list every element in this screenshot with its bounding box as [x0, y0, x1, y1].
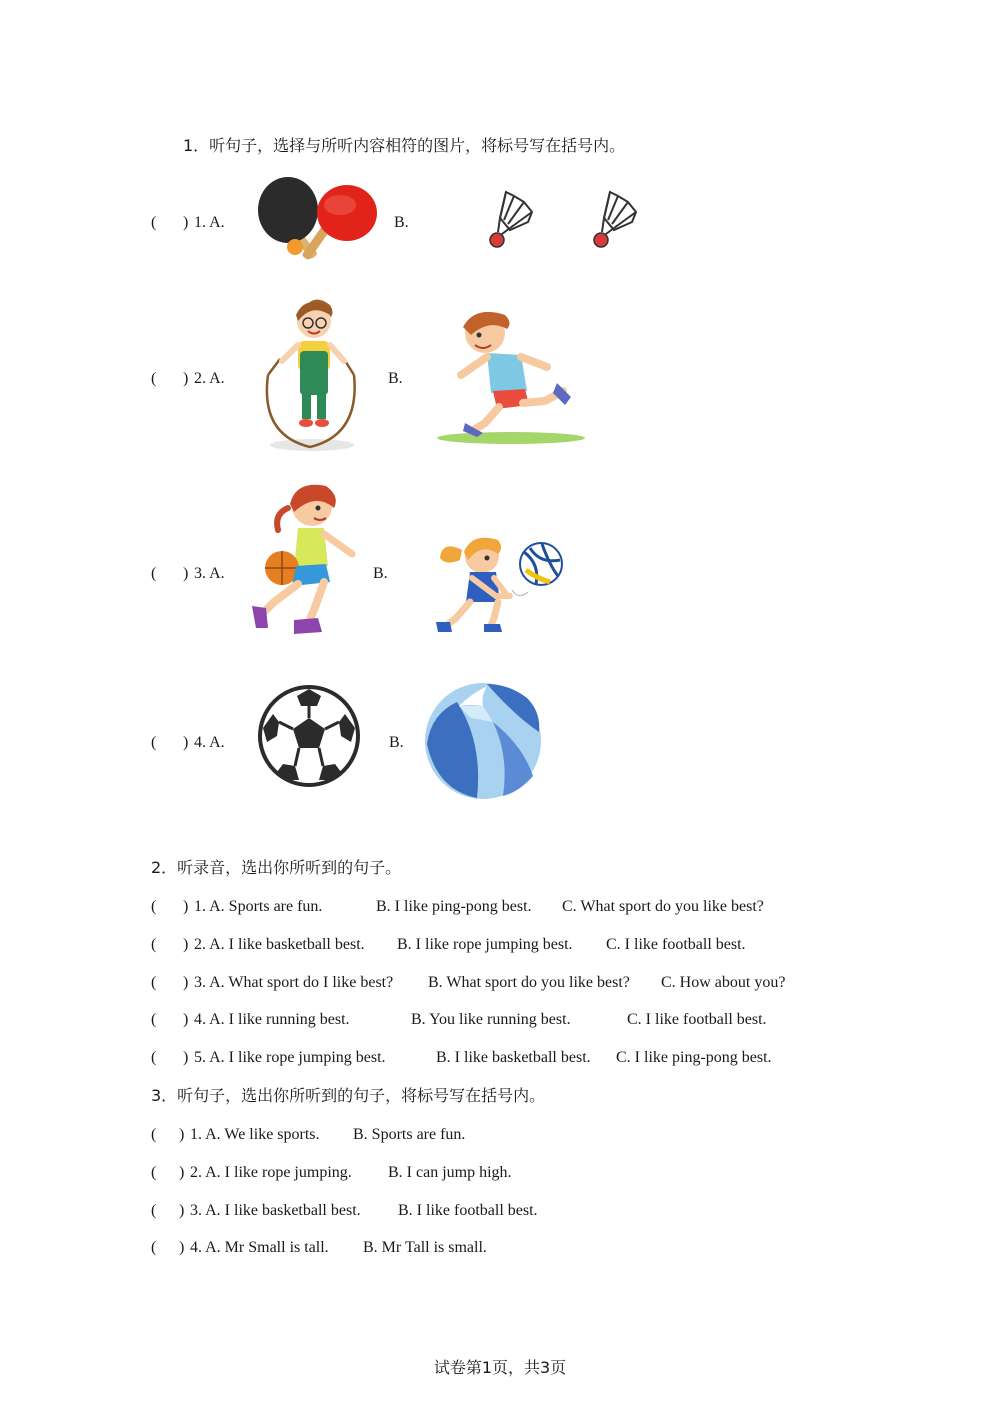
section2-heading: 2．听录音，选出你所听到的句子。 — [151, 858, 402, 877]
option-b: B. You like running best. — [411, 1011, 571, 1028]
rope-jumping-boy-icon — [250, 285, 375, 455]
option-a: 3. A. What sport do I like best? — [194, 974, 394, 991]
ping-pong-paddles-icon — [255, 175, 380, 267]
answer-paren-close: ) — [183, 974, 189, 991]
option-a: 4. A. Mr Small is tall. — [190, 1239, 329, 1256]
option-b: B. I like rope jumping best. — [397, 936, 573, 953]
option-b: B. I like ping-pong best. — [376, 898, 532, 915]
option-b: B. I like football best. — [398, 1202, 538, 1219]
basketball-girl-icon — [248, 478, 363, 640]
option-a: 1. A. Sports are fun. — [194, 898, 323, 915]
beach-ball-icon — [423, 682, 545, 800]
answer-paren-close: ) — [183, 214, 189, 231]
option-c: C. How about you? — [661, 974, 786, 991]
volleyball-girl-icon — [432, 530, 567, 635]
answer-paren: ( — [151, 214, 157, 231]
answer-paren: ( — [151, 1202, 157, 1219]
answer-paren: ( — [151, 1011, 157, 1028]
football-icon — [257, 684, 361, 788]
section3-heading: 3．听句子，选出你所听到的句子，将标号写在括号内。 — [151, 1086, 546, 1105]
answer-paren-close: ) — [179, 1239, 185, 1256]
option-a: 2. A. I like rope jumping. — [190, 1164, 352, 1181]
answer-paren: ( — [151, 898, 157, 915]
option-a: 1. A. We like sports. — [190, 1126, 320, 1143]
answer-paren: ( — [151, 974, 157, 991]
option-b-label: B. — [373, 565, 388, 582]
option-a-label: 2. A. — [194, 370, 225, 387]
answer-paren: ( — [151, 1164, 157, 1181]
answer-paren: ( — [151, 1126, 157, 1143]
option-c: C. I like football best. — [627, 1011, 767, 1028]
answer-paren-close: ) — [183, 370, 189, 387]
answer-paren-close: ) — [179, 1126, 185, 1143]
answer-paren-close: ) — [179, 1202, 185, 1219]
option-a-label: 1. A. — [194, 214, 225, 231]
option-b-label: B. — [388, 370, 403, 387]
running-boy-icon — [435, 305, 590, 450]
answer-paren-close: ) — [179, 1164, 185, 1181]
option-b: B. I like basketball best. — [436, 1049, 591, 1066]
option-a: 5. A. I like rope jumping best. — [194, 1049, 386, 1066]
answer-paren-close: ) — [183, 898, 189, 915]
option-b: B. What sport do you like best? — [428, 974, 630, 991]
page-footer: 试卷第1页，共3页 — [433, 1358, 567, 1377]
option-b: B. Mr Tall is small. — [363, 1239, 487, 1256]
option-b-label: B. — [389, 734, 404, 751]
option-a-label: 3. A. — [194, 565, 225, 582]
option-c: C. What sport do you like best? — [562, 898, 764, 915]
answer-paren: ( — [151, 1049, 157, 1066]
answer-paren: ( — [151, 370, 157, 387]
option-c: C. I like ping-pong best. — [616, 1049, 772, 1066]
option-a: 2. A. I like basketball best. — [194, 936, 365, 953]
option-b: B. Sports are fun. — [353, 1126, 466, 1143]
option-c: C. I like football best. — [606, 936, 746, 953]
shuttlecocks-icon — [488, 188, 653, 252]
option-b-label: B. — [394, 214, 409, 231]
option-a: 4. A. I like running best. — [194, 1011, 350, 1028]
option-a: 3. A. I like basketball best. — [190, 1202, 361, 1219]
answer-paren-close: ) — [183, 1049, 189, 1066]
section1-heading: 1．听句子，选择与所听内容相符的图片，将标号写在括号内。 — [183, 136, 626, 155]
answer-paren-close: ) — [183, 936, 189, 953]
answer-paren: ( — [151, 1239, 157, 1256]
answer-paren-close: ) — [183, 565, 189, 582]
option-a-label: 4. A. — [194, 734, 225, 751]
option-b: B. I can jump high. — [388, 1164, 512, 1181]
answer-paren: ( — [151, 734, 157, 751]
answer-paren-close: ) — [183, 734, 189, 751]
answer-paren: ( — [151, 936, 157, 953]
answer-paren: ( — [151, 565, 157, 582]
answer-paren-close: ) — [183, 1011, 189, 1028]
